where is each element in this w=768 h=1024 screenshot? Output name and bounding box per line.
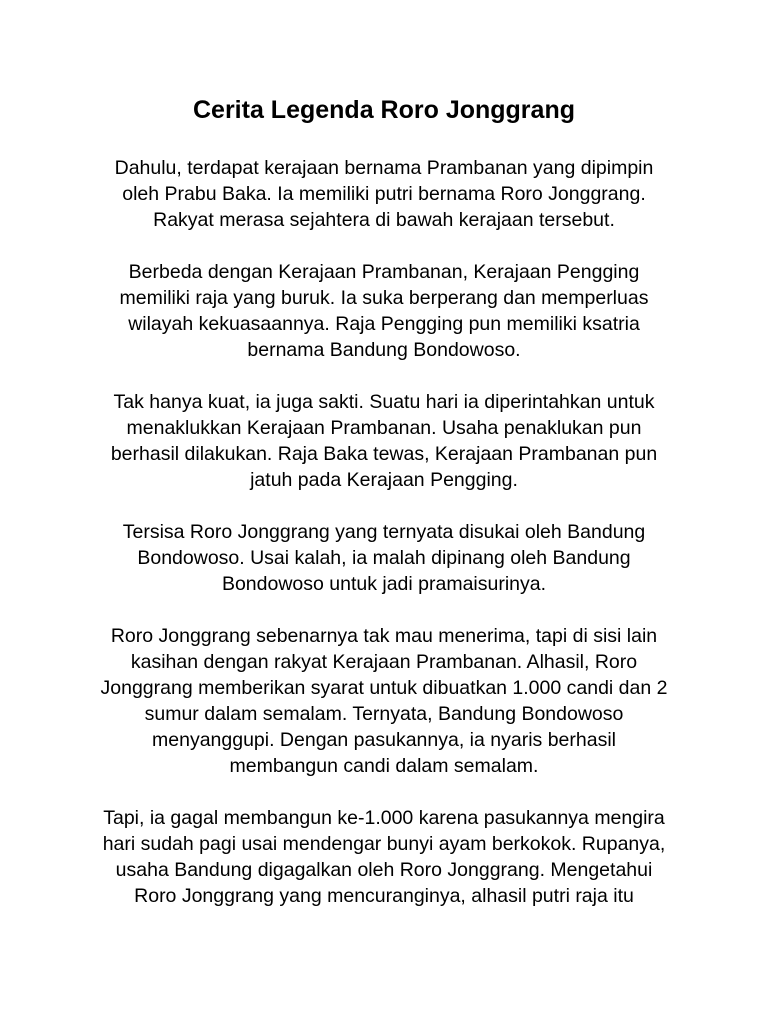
paragraph-line: sumur dalam semalam. Ternyata, Bandung Bondowoso: [144, 703, 624, 725]
paragraph-line: Roro Jonggrang sebenarnya tak mau menerima, tapi di sisi lain: [110, 625, 658, 647]
paragraph-5: [86, 623, 682, 779]
paragraph-2: [86, 259, 682, 363]
paragraph-line: Bondowoso untuk jadi pramaisurinya.: [221, 573, 547, 595]
paragraph-line: berhasil dilakukan. Raja Baka tewas, Kerajaan Prambanan pun: [110, 443, 658, 465]
paragraph-line: Bondowoso. Usai kalah, ia malah dipinang oleh Bandung: [137, 547, 631, 569]
paragraph-line: Jonggrang memberikan syarat untuk dibuatkan 1.000 candi dan 2: [100, 677, 668, 699]
paragraph-3: [86, 389, 682, 493]
paragraph-1: [86, 155, 682, 233]
paragraph-line: bernama Bandung Bondowoso.: [247, 339, 521, 361]
paragraph-line: hari sudah pagi usai mendengar bunyi ayam berkokok. Rupanya,: [102, 833, 666, 855]
paragraph-line: Rakyat merasa sejahtera di bawah kerajaan tersebut.: [153, 209, 615, 231]
paragraph-line: Berbeda dengan Kerajaan Prambanan, Kerajaan Pengging: [128, 261, 640, 283]
paragraph-line: wilayah kekuasaannya. Raja Pengging pun memiliki ksatria: [128, 313, 640, 335]
document-body: [86, 155, 682, 909]
document-title: Cerita Legenda Roro Jonggrang: [193, 96, 575, 124]
paragraph-line: oleh Prabu Baka. Ia memiliki putri bernama Roro Jonggrang.: [122, 183, 646, 205]
paragraph-line: Tapi, ia gagal membangun ke-1.000 karena pasukannya mengira: [103, 807, 665, 829]
paragraph-line: kasihan dengan rakyat Kerajaan Prambanan. Alhasil, Roro: [130, 651, 638, 673]
paragraph-6: [86, 805, 682, 909]
paragraph-line: menyanggupi. Dengan pasukannya, ia nyaris berhasil: [152, 729, 616, 751]
paragraph-line: Tak hanya kuat, ia juga sakti. Suatu hari ia diperintahkan untuk: [113, 391, 655, 413]
paragraph-line: membangun candi dalam semalam.: [229, 755, 539, 777]
paragraph-line: usaha Bandung digagalkan oleh Roro Jonggrang. Mengetahui: [115, 859, 653, 881]
paragraph-line: Dahulu, terdapat kerajaan bernama Prambanan yang dipimpin: [114, 157, 654, 179]
paragraph-line: memiliki raja yang buruk. Ia suka berperang dan memperluas: [119, 287, 649, 309]
paragraph-4: [86, 519, 682, 597]
paragraph-line: menaklukkan Kerajaan Prambanan. Usaha penaklukan pun: [126, 417, 642, 439]
paragraph-line: Roro Jonggrang yang mencuranginya, alhasil putri raja itu: [134, 885, 634, 907]
paragraph-line: Tersisa Roro Jonggrang yang ternyata disukai oleh Bandung: [122, 521, 646, 543]
paragraph-line: jatuh pada Kerajaan Pengging.: [250, 469, 518, 491]
